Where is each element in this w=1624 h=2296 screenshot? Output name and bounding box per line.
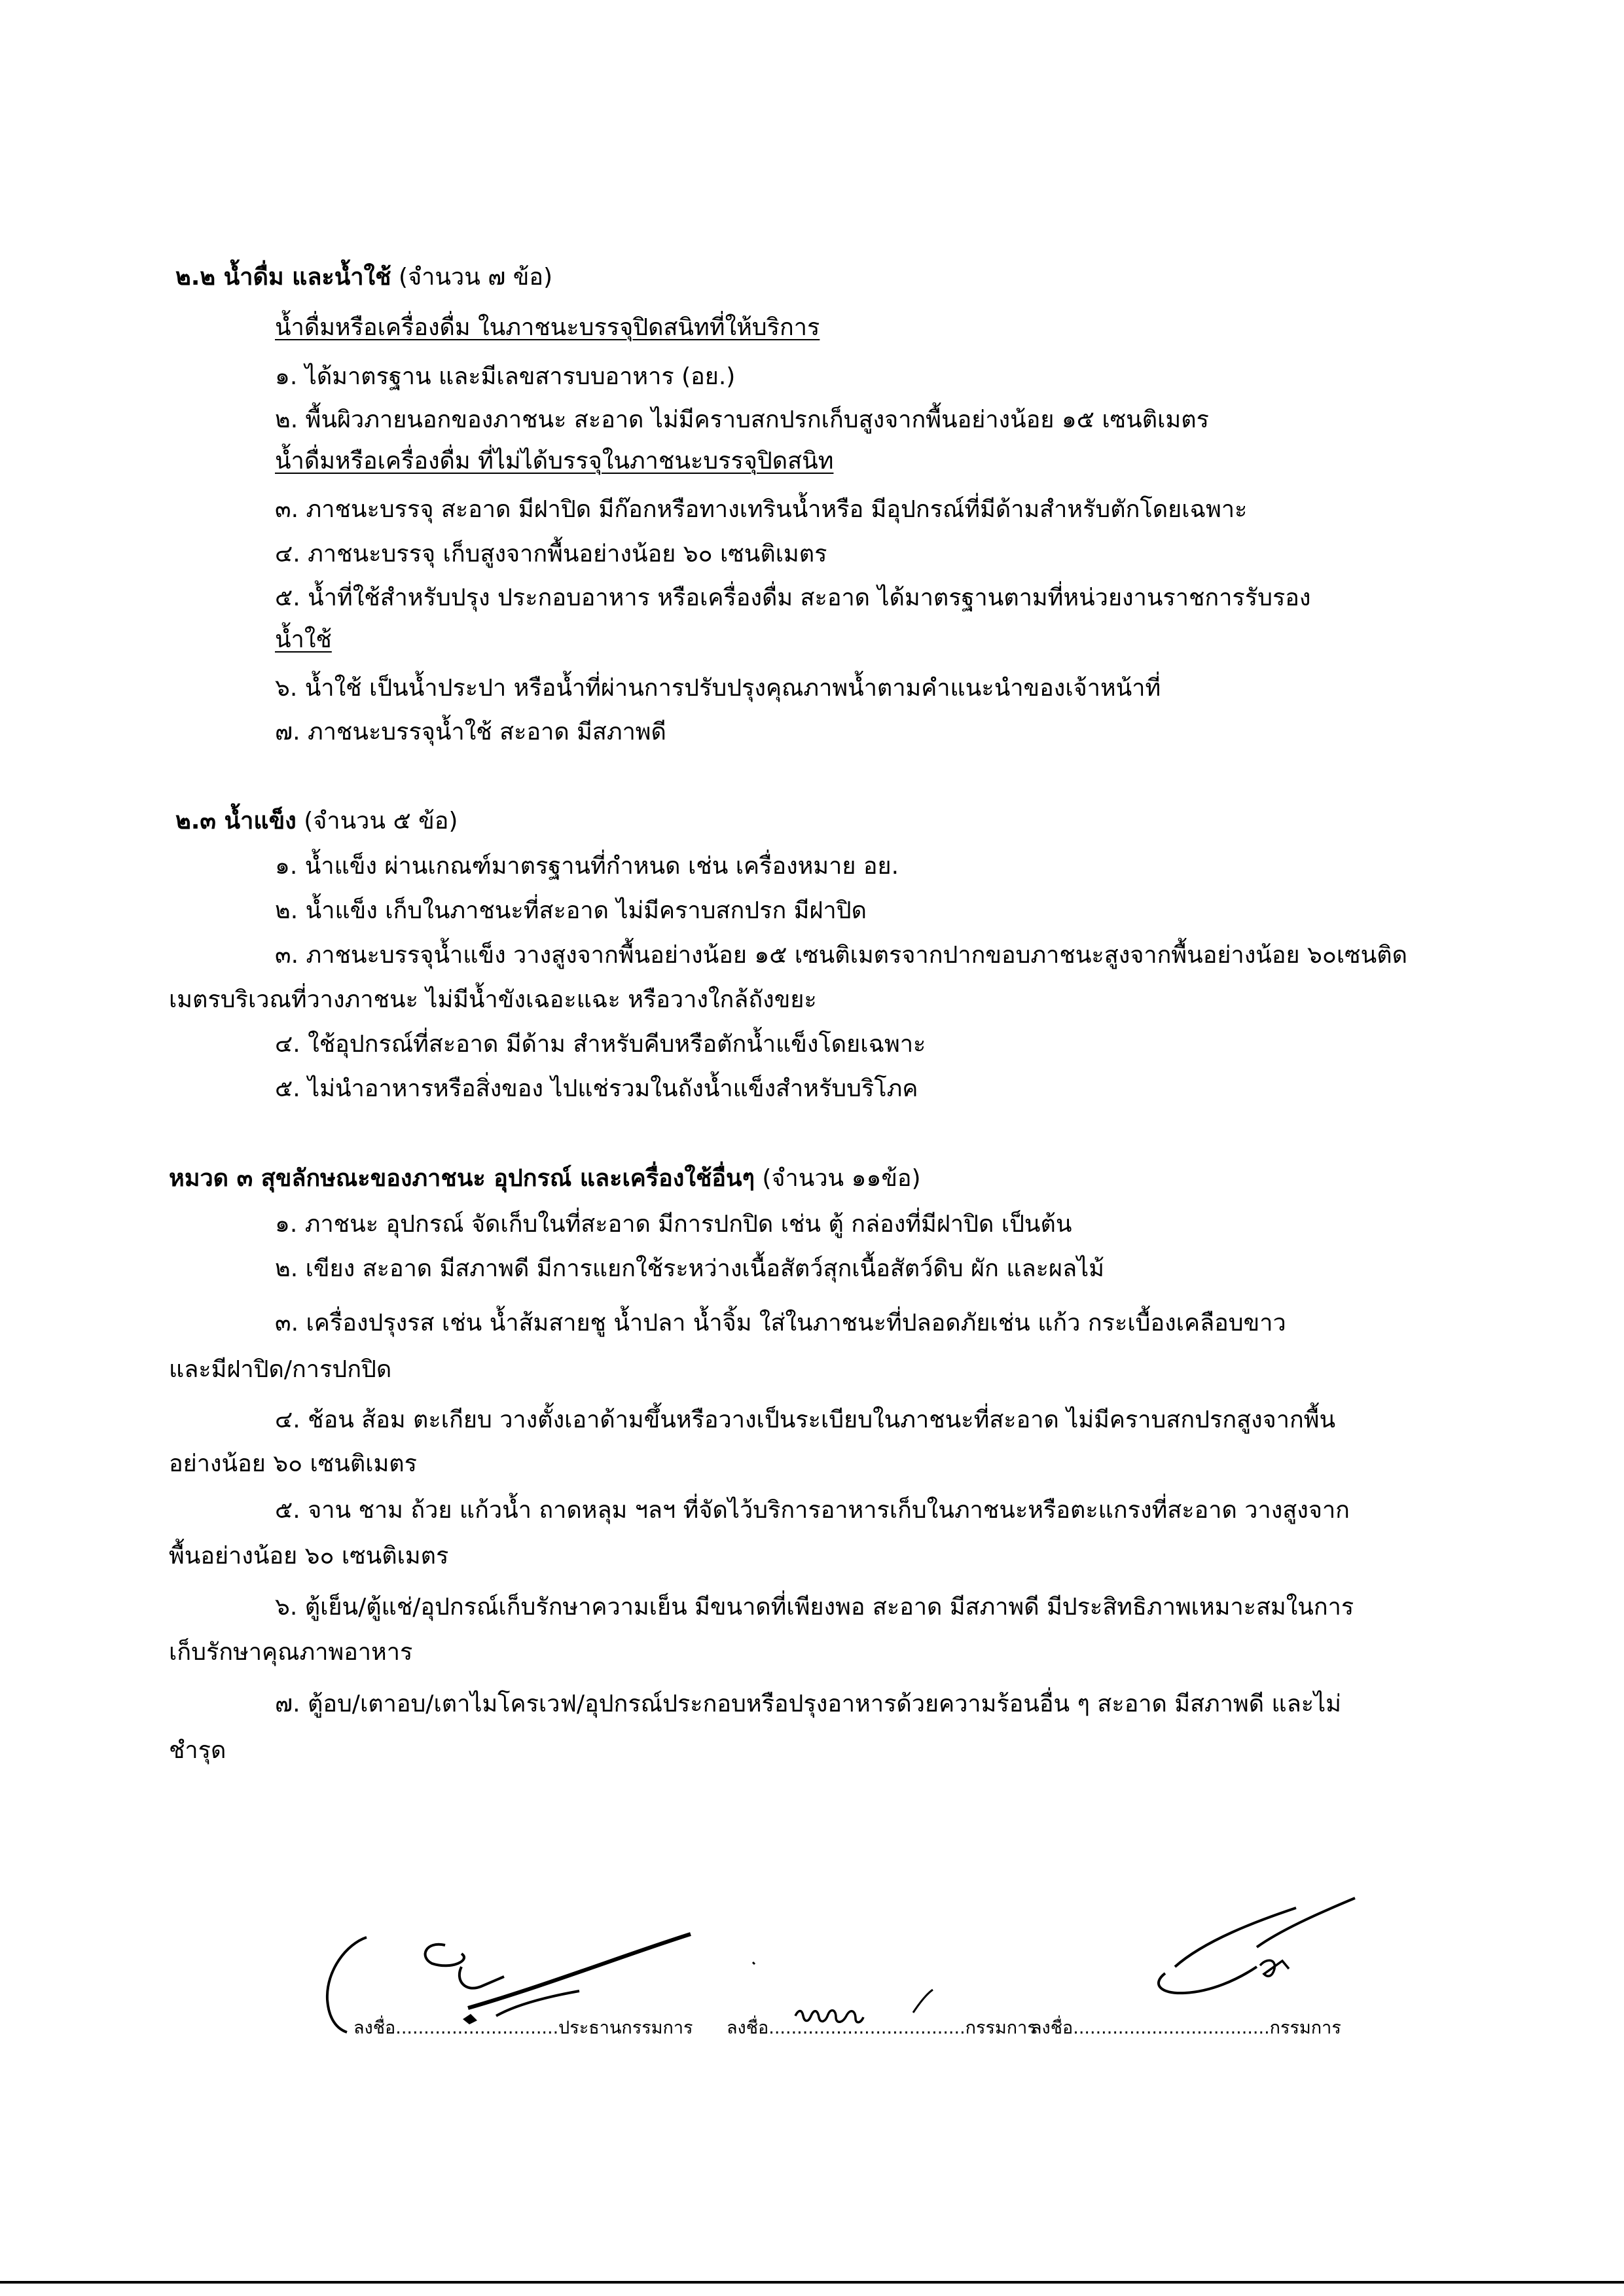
list-item: ๔. ใช้อุปกรณ์ที่สะอาด มีด้าม สำหรับคีบหรือตักน้ำแข็งโดยเฉพาะ: [275, 1031, 926, 1058]
list-item: ๖. น้ำใช้ เป็นน้ำประปา หรือน้ำที่ผ่านการปรับปรุงคุณภาพน้ำตามคำแนะนำของเจ้าหน้าที่: [275, 675, 1161, 702]
list-item-continuation: และมีฝาปิด/การปกปิด: [169, 1356, 392, 1383]
list-item-continuation: พื้นอย่างน้อย ๖๐ เซนติเมตร: [169, 1543, 449, 1570]
subheading-utility-water: น้ำใช้: [275, 626, 332, 653]
list-item: ๑. ได้มาตรฐาน และมีเลขสารบบอาหาร (อย.): [275, 363, 736, 390]
list-item: ๒. พื้นผิวภายนอกของภาชนะ สะอาด ไม่มีคราบสกปรกเก็บสูงจากพื้นอย่างน้อย ๑๕ เซนติเมตร: [275, 406, 1209, 433]
list-item: ๑. น้ำแข็ง ผ่านเกณฑ์มาตรฐานที่กำหนด เช่น เครื่องหมาย อย.: [275, 853, 899, 880]
list-item-continuation: อย่างน้อย ๖๐ เซนติเมตร: [169, 1450, 418, 1477]
list-item: ๗. ภาชนะบรรจุน้ำใช้ สะอาด มีสภาพดี: [275, 719, 666, 745]
list-item: ๔. ช้อน ส้อม ตะเกียบ วางตั้งเอาด้ามขึ้นหรือวางเป็นระเบียบในภาชนะที่สะอาด ไม่มีคราบสกปรกสูงจากพื้น: [275, 1407, 1336, 1433]
list-item: ๓. เครื่องปรุงรส เช่น น้ำส้มสายชู น้ำปลา น้ำจิ้ม ใส่ในภาชนะที่ปลอดภัยเช่น แก้ว กระเบื้องเคลือบขาว: [275, 1310, 1286, 1336]
list-item: ๓. ภาชนะบรรจุ สะอาด มีฝาปิด มีก๊อกหรือทางเทรินน้ำหรือ มีอุปกรณ์ที่มีด้ามสำหรับตักโดยเฉพาะ: [275, 496, 1248, 523]
list-item: ๕. น้ำที่ใช้สำหรับปรุง ประกอบอาหาร หรือเครื่องดื่ม สะอาด ได้มาตรฐานตามที่หน่วยงานราชการรับรอง: [275, 584, 1311, 611]
section-2-3-heading: [175, 806, 458, 836]
section-2-2-heading: [175, 262, 552, 293]
bottom-border: [0, 2281, 1624, 2284]
list-item: ๕. ไม่นำอาหารหรือสิ่งของ ไปแช่รวมในถังน้ำแข็งสำหรับบริโภค: [275, 1075, 918, 1102]
list-item: ๒. เขียง สะอาด มีสภาพดี มีการแยกใช้ระหว่างเนื้อสัตว์สุกเนื้อสัตว์ดิบ ผัก และผลไม้: [275, 1255, 1104, 1282]
signature-line-chairman: ลงชื่อ.............................ประธานกรรมการ: [353, 2018, 693, 2038]
section-3-count: (จำนวน ๑๑ข้อ): [754, 1165, 921, 1192]
section-2-2-title: ๒.๒ น้ำดื่ม และน้ำใช้: [175, 264, 391, 291]
section-3-title: หมวด ๓ สุขลักษณะของภาชนะ อุปกรณ์ และเครื่องใช้อื่นๆ: [169, 1165, 755, 1192]
list-item: ๓. ภาชนะบรรจุน้ำแข็ง วางสูงจากพื้นอย่างน้อย ๑๕ เซนติเมตรจากปากขอบภาชนะสูงจากพื้นอย่างน้อย ๖๐เซนติด: [275, 942, 1407, 969]
section-2-3-count: (จำนวน ๕ ข้อ): [296, 808, 458, 834]
list-item: ๒. น้ำแข็ง เก็บในภาชนะที่สะอาด ไม่มีคราบสกปรก มีฝาปิด: [275, 897, 867, 924]
list-item: ๖. ตู้เย็น/ตู้แช่/อุปกรณ์เก็บรักษาความเย็น มีขนาดที่เพียงพอ สะอาด มีสภาพดี มีประสิทธิภาพเหมาะสมในการ: [275, 1594, 1354, 1621]
signature-line-committee-1: ลงชื่อ...................................กรรมการ: [727, 2018, 1037, 2038]
list-item-continuation: เก็บรักษาคุณภาพอาหาร: [169, 1639, 413, 1666]
list-item-continuation: ชำรุด: [169, 1737, 226, 1764]
list-item: ๕. จาน ชาม ถ้วย แก้วน้ำ ถาดหลุม ฯลฯ ที่จัดไว้บริการอาหารเก็บในภาชนะหรือตะแกรงที่สะอาด วางสูงจาก: [275, 1497, 1350, 1524]
list-item: ๔. ภาชนะบรรจุ เก็บสูงจากพื้นอย่างน้อย ๖๐ เซนติเมตร: [275, 541, 827, 567]
section-3-heading: [169, 1164, 921, 1194]
list-item: ๑. ภาชนะ อุปกรณ์ จัดเก็บในที่สะอาด มีการปกปิด เช่น ตู้ กล่องที่มีฝาปิด เป็นต้น: [275, 1211, 1072, 1238]
list-item-continuation: เมตรบริเวณที่วางภาชนะ ไม่มีน้ำขังเฉอะแฉะ หรือวางใกล้ถังขยะ: [169, 986, 817, 1013]
committee-2-signature: [1113, 1895, 1362, 2013]
list-item: ๗. ตู้อบ/เตาอบ/เตาไมโครเวฟ/อุปกรณ์ประกอบหรือปรุงอาหารด้วยความร้อนอื่น ๆ สะอาด มีสภาพดี และไม่: [275, 1691, 1341, 1717]
subheading-unsealed-drinks: น้ำดื่มหรือเครื่องดื่ม ที่ไม่ได้บรรจุในภาชนะบรรจุปิดสนิท: [275, 448, 834, 475]
subheading-sealed-drinks: น้ำดื่มหรือเครื่องดื่ม ในภาชนะบรรจุปิดสนิทที่ให้บริการ: [275, 314, 820, 341]
signature-line-committee-2: ลงชื่อ...................................กรรมการ: [1031, 2018, 1341, 2038]
section-2-3-title: ๒.๓ น้ำแข็ง: [175, 808, 297, 834]
section-2-2-count: (จำนวน ๗ ข้อ): [391, 264, 553, 291]
